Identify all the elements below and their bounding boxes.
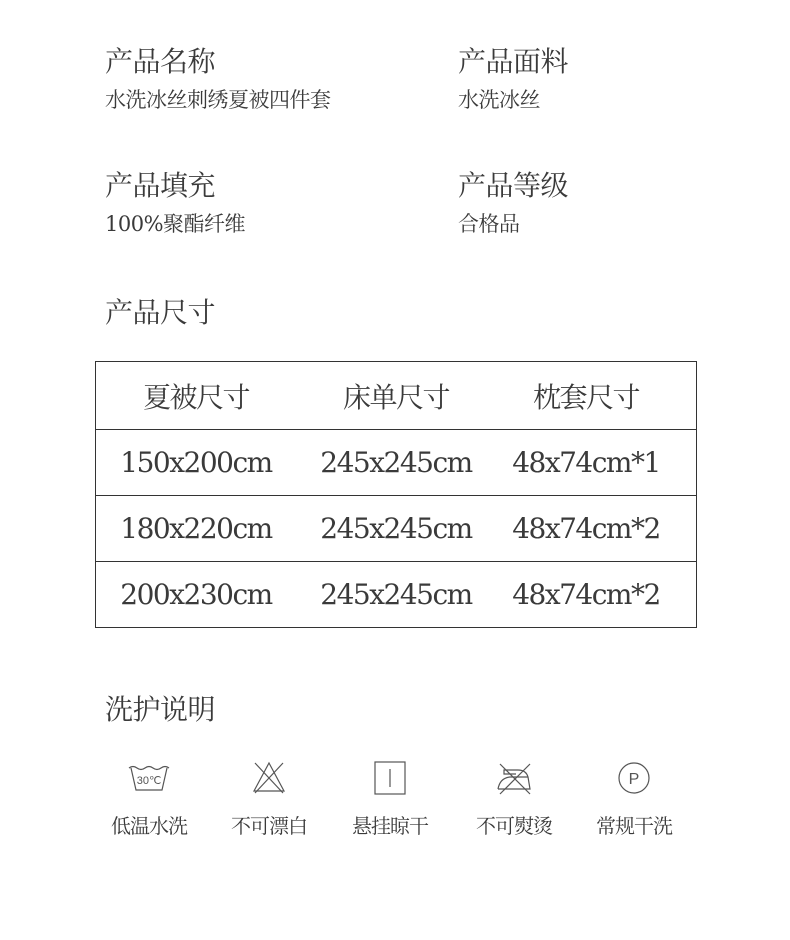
no-bleach-icon: [247, 760, 291, 796]
care-item-dry-clean: [579, 760, 689, 839]
header-sheet-size: 床单尺寸: [342, 380, 449, 414]
table-row: [96, 561, 696, 627]
product-grade-block: [458, 169, 569, 236]
pillowcase-size-cell: 48x74cm*1: [512, 446, 660, 479]
quilt-size-cell: 200x230cm: [120, 578, 272, 611]
care-section-title: 洗护说明: [105, 693, 216, 726]
care-item-wash: [94, 760, 204, 839]
quilt-size-cell: 150x200cm: [120, 446, 272, 479]
product-filling-label: 产品填充: [105, 169, 216, 202]
product-fabric-label: 产品面料: [458, 45, 569, 78]
product-grade-value: 合格品: [458, 212, 520, 236]
product-fabric-value: 水洗冰丝: [458, 88, 540, 112]
care-item-no-iron: [459, 760, 569, 839]
care-label-dry-clean: 常规干洗: [596, 814, 672, 838]
care-item-hang-dry: [335, 760, 445, 839]
sheet-size-cell: 245x245cm: [320, 578, 472, 611]
product-filling-block: [105, 169, 246, 236]
wash-30-icon: [127, 760, 171, 796]
size-table: [95, 361, 697, 628]
no-iron-icon: [492, 760, 536, 796]
svg-text:P: P: [628, 771, 640, 788]
product-name-label: 产品名称: [105, 45, 216, 78]
care-label-no-iron: 不可熨烫: [476, 814, 552, 838]
care-item-no-bleach: [214, 760, 324, 839]
care-label-no-bleach: 不可漂白: [231, 814, 307, 838]
product-fabric-block: [458, 45, 569, 112]
table-row: [96, 429, 696, 495]
product-grade-label: 产品等级: [458, 169, 569, 202]
svg-text:30℃: 30℃: [136, 775, 162, 787]
size-section-title: 产品尺寸: [105, 296, 216, 329]
care-label-wash: 低温水洗: [111, 814, 187, 838]
dry-clean-p-icon: [612, 760, 656, 796]
product-filling-value: 100%聚酯纤维: [105, 212, 246, 236]
care-label-hang-dry: 悬挂晾干: [352, 814, 428, 838]
header-pillowcase-size: 枕套尺寸: [532, 380, 639, 414]
table-row: [96, 495, 696, 561]
quilt-size-cell: 180x220cm: [120, 512, 272, 545]
hang-dry-icon: [368, 760, 412, 796]
pillowcase-size-cell: 48x74cm*2: [512, 578, 660, 611]
product-name-value: 水洗冰丝刺绣夏被四件套: [105, 88, 331, 112]
header-quilt-size: 夏被尺寸: [142, 380, 249, 414]
size-table-header: [96, 362, 696, 429]
sheet-size-cell: 245x245cm: [320, 446, 472, 479]
product-name-block: [105, 45, 331, 112]
pillowcase-size-cell: 48x74cm*2: [512, 512, 660, 545]
sheet-size-cell: 245x245cm: [320, 512, 472, 545]
